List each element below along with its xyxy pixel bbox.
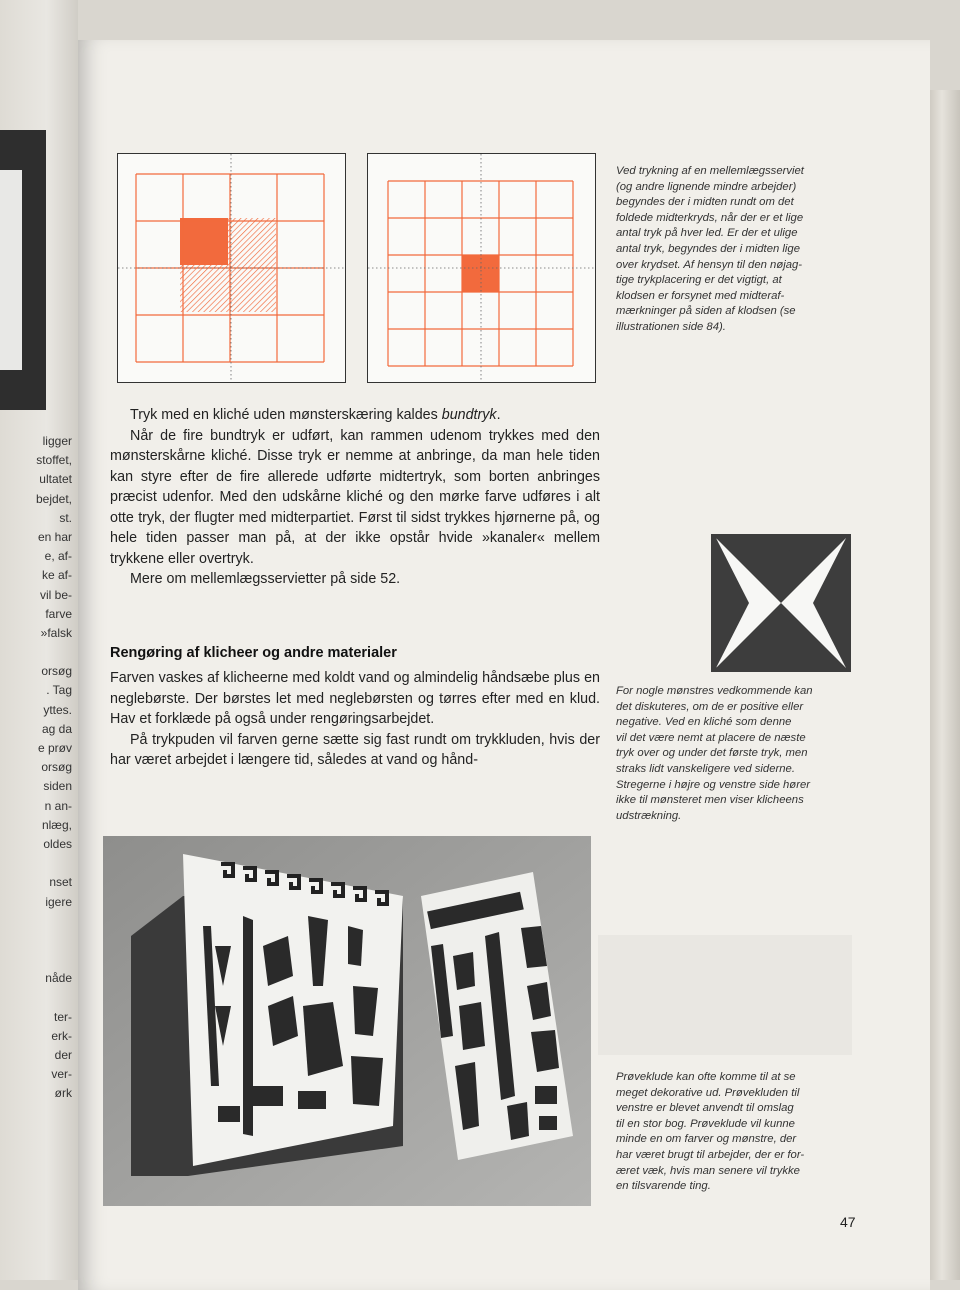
caption-line: klodsen er forsynet med midteraf- <box>616 289 785 302</box>
left-page-text <box>12 432 72 1104</box>
left-page-fragment: e prøv <box>37 741 72 755</box>
left-page-fragment: en har <box>37 529 72 544</box>
left-page-edge <box>0 0 78 1280</box>
grid-diagram-right <box>367 153 596 383</box>
caption-line: Prøveklude kan ofte komme til at se <box>616 1071 796 1083</box>
body-paragraph: Tryk med en kliché uden mønsterskæring kaldes bundtryk. <box>130 407 501 423</box>
body-text <box>110 405 600 590</box>
left-page-fragment: bejdet, <box>35 491 72 506</box>
caption-line: Stregerne i højre og venstre side hører <box>616 778 811 791</box>
left-page-fragment: ørk <box>54 1086 72 1101</box>
left-page-fragment <box>12 854 72 873</box>
left-page-fragment: ke af- <box>41 568 72 583</box>
body-text-cleaning <box>110 668 600 771</box>
caption-middle <box>616 684 813 824</box>
caption-line: antal tryk, begyndes der i midten lige <box>616 242 800 255</box>
caption-line: en tilsvarende ting. <box>616 1180 711 1193</box>
left-page-fragment: vil be- <box>39 587 72 602</box>
grid-diagram-left <box>117 153 346 383</box>
left-page-fragment: siden <box>43 779 72 794</box>
caption-line: negative. Ved en kliché som denne <box>616 716 792 729</box>
left-page-fragment: ag da <box>41 721 72 736</box>
body-paragraph: Farven vaskes af klicheerne med koldt vand og almindelig håndsæbe plus en neglebørste. Der børstes let med neglebørsten og tørres efter med en klud. Hav et forklæde på også under rengøringsarbejdet. <box>110 670 600 727</box>
left-page-fragment <box>12 950 72 969</box>
caption-line: mærkninger på siden af klodsen (se <box>616 305 796 318</box>
left-page-fragment: orsøg <box>41 664 72 679</box>
caption-line: vil det være nemt at placere de næste <box>616 731 806 744</box>
section-heading: Rengøring af klicheer og andre materialer <box>110 645 397 661</box>
left-page-fragment: st. <box>59 510 72 525</box>
caption-line: venstre er blevet anvendt til omslag <box>616 1102 794 1115</box>
caption-line: For nogle mønstres vedkommende kan <box>616 685 813 697</box>
caption-line: Ved trykning af en mellemlægsserviet <box>616 165 804 177</box>
hatched-print-block <box>180 265 228 312</box>
caption-line: tige trykplacering er det vigtigt, at <box>616 274 782 287</box>
left-page-fragment: farve <box>45 606 72 621</box>
caption-line: æret væk, hvis man senere vil trykke <box>616 1164 800 1177</box>
left-page-fragment: »falsk <box>40 625 72 640</box>
page-stack-edge <box>930 90 960 1280</box>
solid-print-block <box>180 218 228 265</box>
left-page-fragment: nlæg, <box>41 817 72 832</box>
grid-diagram-left-svg <box>118 154 345 382</box>
left-page-fragment: ver- <box>51 1067 72 1082</box>
left-page-fragment: oldes <box>43 836 72 851</box>
body-paragraph: På trykpuden vil farven gerne sætte sig fast rundt om trykkluden, hvis der har været arbejdet i længere tid, således at vand og hånd- <box>110 731 600 768</box>
caption-bottom <box>616 1070 804 1195</box>
left-page-fragment <box>12 988 72 1007</box>
left-page-fragment: igere <box>45 894 72 909</box>
blank-area <box>598 935 852 1055</box>
caption-line: antal tryk på hver led. Er der et ulige <box>616 227 798 240</box>
grid-diagram-right-svg <box>368 154 595 382</box>
caption-line: ikke til mønsteret men viser klicheens <box>616 794 804 807</box>
caption-line: har været brugt til arbejder, der er for- <box>616 1148 805 1161</box>
left-page-fragment: e, af- <box>44 549 72 564</box>
left-page-fragment: nåde <box>45 971 72 986</box>
left-page-fragment: ligger <box>42 434 72 448</box>
body-paragraph: Mere om mellemlægsservietter på side 52. <box>130 571 401 587</box>
left-page-fragment: der <box>54 1048 72 1062</box>
body-paragraph: Når de fire bundtryk er udført, kan rammen udenom trykkes med den mønsterskårne kliché. Disse tryk er nemme at anbringe, da man hele tiden kan styre efter de fire allerede udførte midtertryk, som borten anbringes præcist udenfor. Med den udskårne kliché og den mørke farve udføres i alt otte tryk, der flugter med midterpartiet. Først til sidst trykkes hjørnerne på, og hele tiden passer man på, at der ikke opstår hvide »kanaler« mellem trykkene eller overtryk. <box>110 427 600 567</box>
center-print-block <box>462 255 499 292</box>
caption-top <box>616 164 804 336</box>
left-page-fragment: stoffet, <box>36 453 72 468</box>
left-page-photo <box>0 130 46 410</box>
caption-line: det diskuteres, om de er positive eller <box>616 700 804 713</box>
left-page-fragment <box>12 931 72 950</box>
left-page-fragment: erk- <box>51 1028 72 1043</box>
caption-line: begyndes der i midten rundt om det <box>616 196 794 209</box>
caption-line: tryk over og under det første tryk, men <box>616 747 808 760</box>
left-page-fragment: n an- <box>44 798 72 813</box>
left-page-fragment: . Tag <box>46 683 72 698</box>
left-page-fragment <box>12 912 72 931</box>
sample-cloths-illustration <box>103 836 591 1206</box>
caption-line: (og andre lignende mindre arbejder) <box>616 180 797 193</box>
caption-line: over krydset. Af hensyn til den nøjag- <box>616 258 803 271</box>
caption-line: foldede midterkryds, når der er et lige <box>616 211 804 224</box>
caption-line: udstrækning. <box>616 809 682 822</box>
hatched-print-block <box>228 218 276 265</box>
caption-line: straks lidt vanskeligere ved siderne. <box>616 762 795 775</box>
left-page-fragment: yttes. <box>43 702 72 717</box>
left-page-fragment <box>12 643 72 662</box>
sample-cloths-photo <box>103 836 591 1206</box>
left-page-fragment: nset <box>49 875 72 890</box>
diamond-pattern-figure <box>711 534 851 672</box>
caption-line: minde en om farver og mønstre, der <box>616 1133 797 1146</box>
page-number: 47 <box>840 1214 856 1230</box>
left-page-fragment: ter- <box>54 1009 72 1024</box>
caption-line: illustrationen side 84). <box>616 320 726 333</box>
left-page-fragment: ultatet <box>39 472 72 487</box>
left-page-fragment: orsøg <box>41 760 72 775</box>
caption-line: til en stor bog. Prøveklude vil kunne <box>616 1117 795 1130</box>
hatched-print-block <box>228 265 276 312</box>
caption-line: meget dekorative ud. Prøvekluden til <box>616 1086 800 1099</box>
